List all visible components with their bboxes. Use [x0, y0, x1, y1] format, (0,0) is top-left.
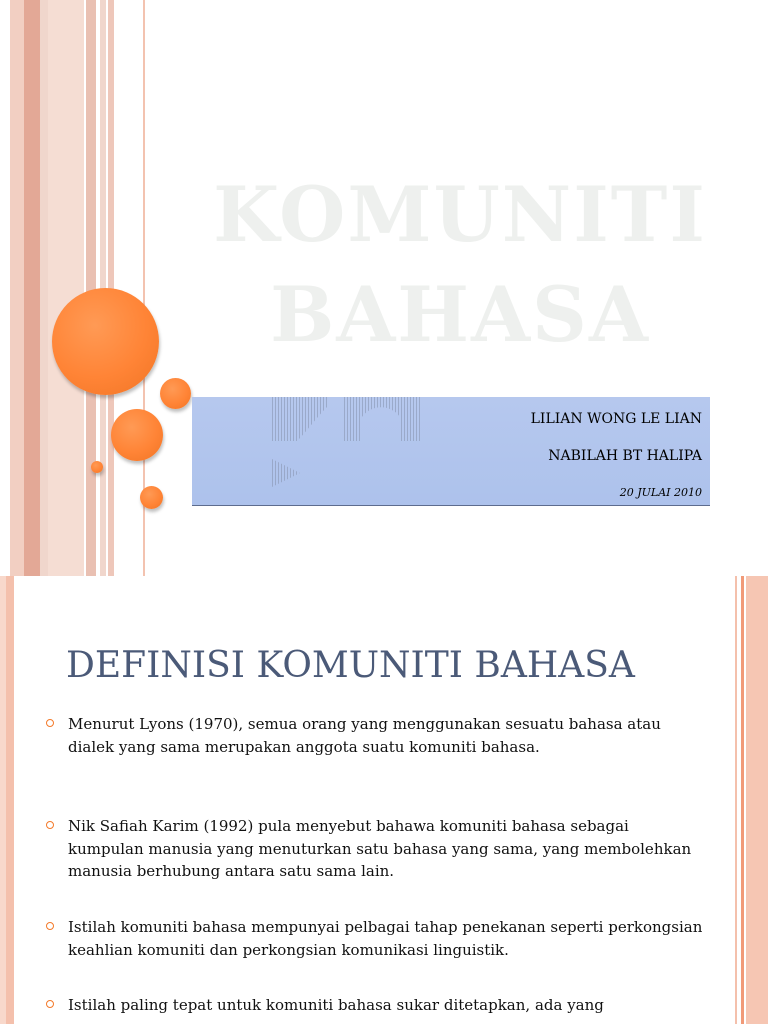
author-name-1: LILIAN WONG LE LIAN: [530, 411, 702, 427]
list-item-text: Menurut Lyons (1970), semua orang yang menggunakan sesuatu bahasa atau dialek yang sama merupakan anggota suatu komuniti bahasa.: [68, 715, 661, 756]
decorative-circle: [111, 409, 163, 461]
presentation-date: 20 JULAI 2010: [619, 486, 702, 499]
list-item-text: Nik Safiah Karim (1992) pula menyebut bahawa komuniti bahasa sebagai kumpulan manusia yang menuturkan satu bahasa yang sama, yang membolehkan manusia berhubung antara satu sama lain.: [68, 817, 692, 880]
decorative-circle: [140, 486, 163, 509]
list-item-text: Istilah komuniti bahasa mempunyai pelbagai tahap penekanan seperti perkongsian keahlian komuniti dan perkongsian komunikasi linguistik.: [68, 918, 703, 959]
bullet-circle-icon: [46, 1000, 54, 1008]
slide-title-line2: BAHASA: [270, 270, 650, 359]
author-band: [192, 397, 710, 506]
list-item-text: Istilah paling tepat untuk komuniti bahasa sukar ditetapkan, ada yang: [68, 996, 604, 1014]
decorative-stripe: [746, 576, 768, 1024]
decorative-stripe: [6, 576, 14, 1024]
bullet-circle-icon: [46, 922, 54, 930]
slide-title-line1: KOMUNITI: [213, 170, 707, 259]
decorative-stripe: [741, 576, 744, 1024]
bullet-circle-icon: [46, 821, 54, 829]
decorative-stripe: [24, 0, 40, 576]
decorative-stripe: [10, 0, 24, 576]
decorative-circle: [91, 461, 103, 473]
decorative-circle: [160, 378, 191, 409]
decorative-stripe: [40, 0, 48, 576]
definition-slide: [0, 576, 768, 1024]
band-pattern-decoration: [272, 397, 422, 505]
decorative-stripe: [48, 0, 84, 576]
bullet-circle-icon: [46, 719, 54, 727]
slide-heading: DEFINISI KOMUNITI BAHASA: [66, 645, 635, 686]
decorative-circle: [52, 288, 159, 395]
decorative-stripe: [735, 576, 737, 1024]
slide-title: [200, 165, 720, 365]
author-name-2: NABILAH BT HALIPA: [548, 448, 702, 464]
